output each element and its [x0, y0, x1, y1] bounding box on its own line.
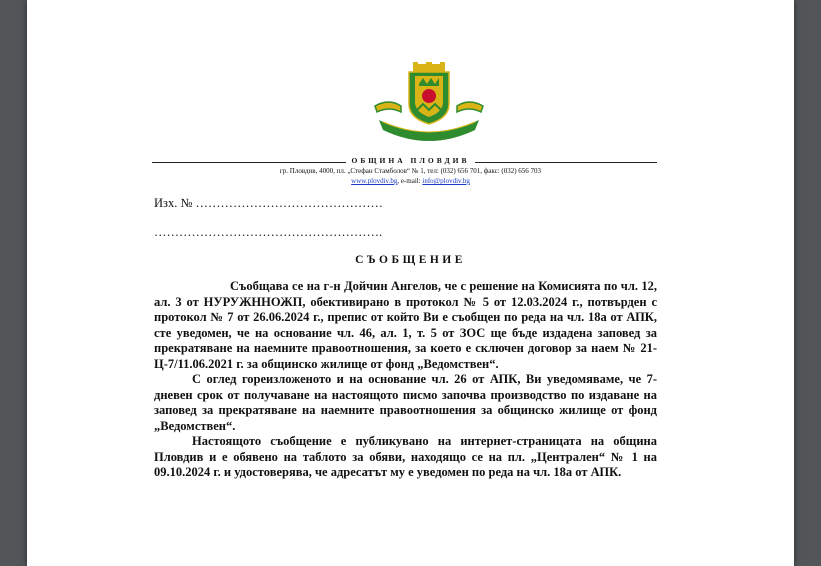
document-body [154, 279, 657, 481]
organization-name: ОБЩИНА ПЛОВДИВ [27, 156, 794, 165]
website-link[interactable]: www.plovdiv.bg [351, 177, 398, 185]
paragraph-3: Настоящото съобщение е публикувано на интернет-страницата на община Пловдив и е обявено на таблото за обяви, находящо се на пл. „Централен“ № 1 на 09.10.2024 г. и удостоверява, че адресатът му е уведомен по реда на чл. 18а от АПК. [154, 434, 657, 479]
organization-address: гр. Пловдив, 4000, пл. „Стефан Стамболов“ № 1, тел: (032) 656 701, факс: (032) 656 703 [279, 167, 542, 175]
reference-line-2: ………………………………………………. [154, 225, 383, 239]
organization-contacts [27, 177, 794, 185]
document-page [27, 0, 794, 566]
reference-number-line: Изх. № ……………………………………… [154, 196, 384, 210]
plovdiv-coat-of-arms-logo [371, 62, 487, 142]
document-title: СЪОБЩЕНИЕ [355, 254, 466, 266]
email-link[interactable]: info@plovdiv.bg [422, 177, 470, 185]
paragraph-2: С оглед гореизложеното и на основание чл. 26 от АПК, Ви уведомяваме, че 7-дневен срок от получаване на настоящото писмо започва производство по издаване на заповед за прекратяване на наемните правоотношения за общинско жилище от фонд „Ведомствен“. [154, 372, 657, 433]
email-label: , e-mail: [397, 177, 423, 185]
paragraph-1: Съобщава се на г-н Дойчин Ангелов, че с решение на Комисията по чл. 12, ал. 3 от НУРУЖННОЖП, обективирано в протокол № 5 от 12.03.2024 г., потвърден с протокол № 7 от 26.06.2024 г., препис от който Ви е съобщен по реда на чл. 18а от АПК, сте уведомен, че на основание чл. 46, ал. 1, т. 5 от ЗОС ще бъде издадена заповед за прекратяване на наемните правоотношения, за което е сключен договор за наем № 21-Ц-7/11.06.2021 г. за общинско жилище от фонд „Ведомствен“. [154, 279, 657, 371]
